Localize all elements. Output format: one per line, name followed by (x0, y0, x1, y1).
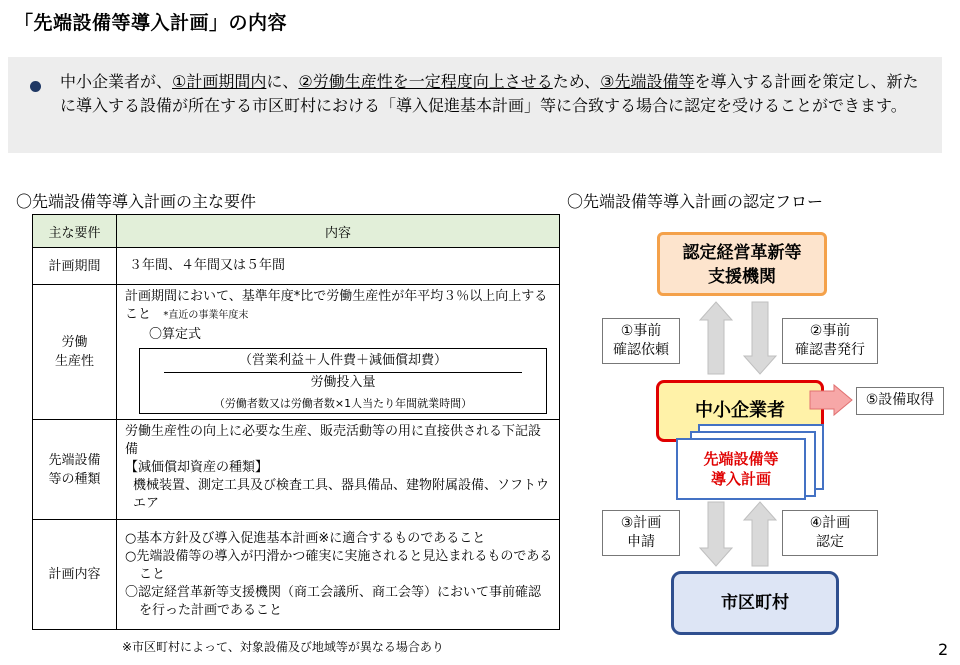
plan-item-2: ○先端設備等の導入が円滑かつ確実に実施されると見込まれるものであること (125, 548, 553, 582)
table-row-plan (33, 520, 560, 630)
right-arrow-icon (808, 383, 854, 417)
step3-label (602, 510, 680, 556)
label-line: 労働 (61, 335, 88, 350)
step-line: ②事前 (809, 323, 851, 339)
equipment-text: 労働生産性の向上に必要な生産、販売活動等の用に直接供される下記設備 (125, 424, 542, 457)
row-content-equipment (117, 420, 560, 520)
up-arrow-icon (744, 502, 776, 566)
table-header-row (33, 215, 560, 248)
table-row-period (33, 248, 560, 285)
productivity-note: *直近の事業年度末 (163, 310, 249, 321)
asset-list: 機械装置、測定工具及び検査工具、器具備品、建物附属設備、ソフトウエア (133, 478, 550, 511)
table-row-productivity (33, 285, 560, 420)
support-org-line: 認定経営革新等 (682, 243, 802, 263)
row-label-equipment (33, 420, 117, 520)
requirements-heading: 〇先端設備等導入計画の主な要件 (16, 192, 257, 211)
summary-part: を導入する計画を策定し、新たに導入する設備が所在する市区町村における「導入促進基本計画」等に合致する場合に認定を受けることができます。 (60, 72, 919, 115)
summary-part: ため、 (552, 72, 601, 91)
flow-heading: 〇先端設備等導入計画の認定フロー (567, 192, 824, 211)
step-line: ③計画 (620, 515, 662, 531)
label-line: 先端設備 (48, 452, 101, 468)
step-line: ①事前 (620, 323, 662, 339)
down-arrow-icon (744, 302, 776, 374)
summary-underline-period: ①計画期間内 (172, 72, 267, 91)
summary-box (8, 57, 942, 153)
sme-box: 中小企業者 (656, 380, 824, 442)
plan-item-3: 〇認定経営革新等支援機関（商工会議所、商工会等）において事前確認を行った計画であること (125, 584, 542, 618)
up-arrow-icon (700, 302, 732, 374)
formula-numerator: （営業利益＋人件費＋減価償却費） (238, 353, 447, 368)
plan-doc-line: 導入計画 (710, 470, 771, 488)
down-arrow-icon (700, 502, 732, 566)
page-number: 2 (938, 640, 949, 659)
formula-box (139, 348, 547, 414)
label-line: 等の種類 (48, 471, 101, 487)
label-line: 生産性 (54, 354, 94, 369)
step-line: 認定 (816, 534, 844, 550)
step-line: 申請 (627, 534, 655, 550)
footnote: ※市区町村によって、対象設備及び地域等が異なる場合あり (122, 640, 444, 654)
formula-denominator-note: （労働者数又は労働者数×1人当たり年間就業時間） (213, 397, 473, 410)
page-title: 「先端設備等導入計画」の内容 (14, 12, 288, 34)
plan-item-1: ○基本方針及び導入促進基本計画※に適合するものであること (125, 530, 486, 546)
row-label-productivity (33, 285, 117, 420)
step-line: ④計画 (809, 515, 851, 531)
productivity-text (125, 288, 553, 325)
step4-label (782, 510, 878, 556)
col-content-header: 内容 (117, 215, 560, 248)
summary-part: に、 (266, 72, 299, 91)
step-line: 確認依頼 (613, 342, 669, 358)
municipality-box: 市区町村 (671, 571, 839, 635)
productivity-requirement: 計画期間において、基準年度*比で労働生産性が年平均３％以上向上すること (125, 289, 548, 322)
row-content-plan (117, 520, 560, 630)
support-org-box (657, 232, 827, 296)
arrows-sme-municipality (690, 498, 790, 572)
asset-heading: 【減価償却資産の種類】 (125, 460, 269, 475)
formula-label: 〇算定式 (149, 327, 202, 342)
col-requirement-header: 主な要件 (33, 215, 117, 248)
step2-label (782, 318, 878, 364)
row-label-plan: 計画内容 (33, 520, 117, 630)
step5-label: ⑤設備取得 (856, 387, 944, 415)
row-content-period: ３年間、４年間又は５年間 (117, 248, 560, 285)
row-content-productivity (117, 285, 560, 420)
row-label-period: 計画期間 (33, 248, 117, 285)
table-row-equipment (33, 420, 560, 520)
step1-label (602, 318, 680, 364)
arrows-support-sme (690, 298, 790, 380)
summary-part: 中小企業者が、 (60, 72, 173, 91)
fraction-bar (164, 372, 522, 373)
summary-underline-equipment: ③先端設備等 (600, 72, 695, 91)
support-org-line: 支援機関 (708, 267, 776, 287)
plan-doc-line: 先端設備等 (703, 450, 779, 468)
requirements-table (32, 214, 560, 630)
formula-denominator: 労働投入量 (310, 375, 376, 390)
step-line: 確認書発行 (795, 342, 865, 358)
bullet-icon (30, 81, 41, 92)
summary-underline-productivity: ②労働生産性を一定程度向上させる (298, 72, 553, 91)
plan-doc (676, 438, 806, 500)
summary-text (60, 70, 932, 118)
